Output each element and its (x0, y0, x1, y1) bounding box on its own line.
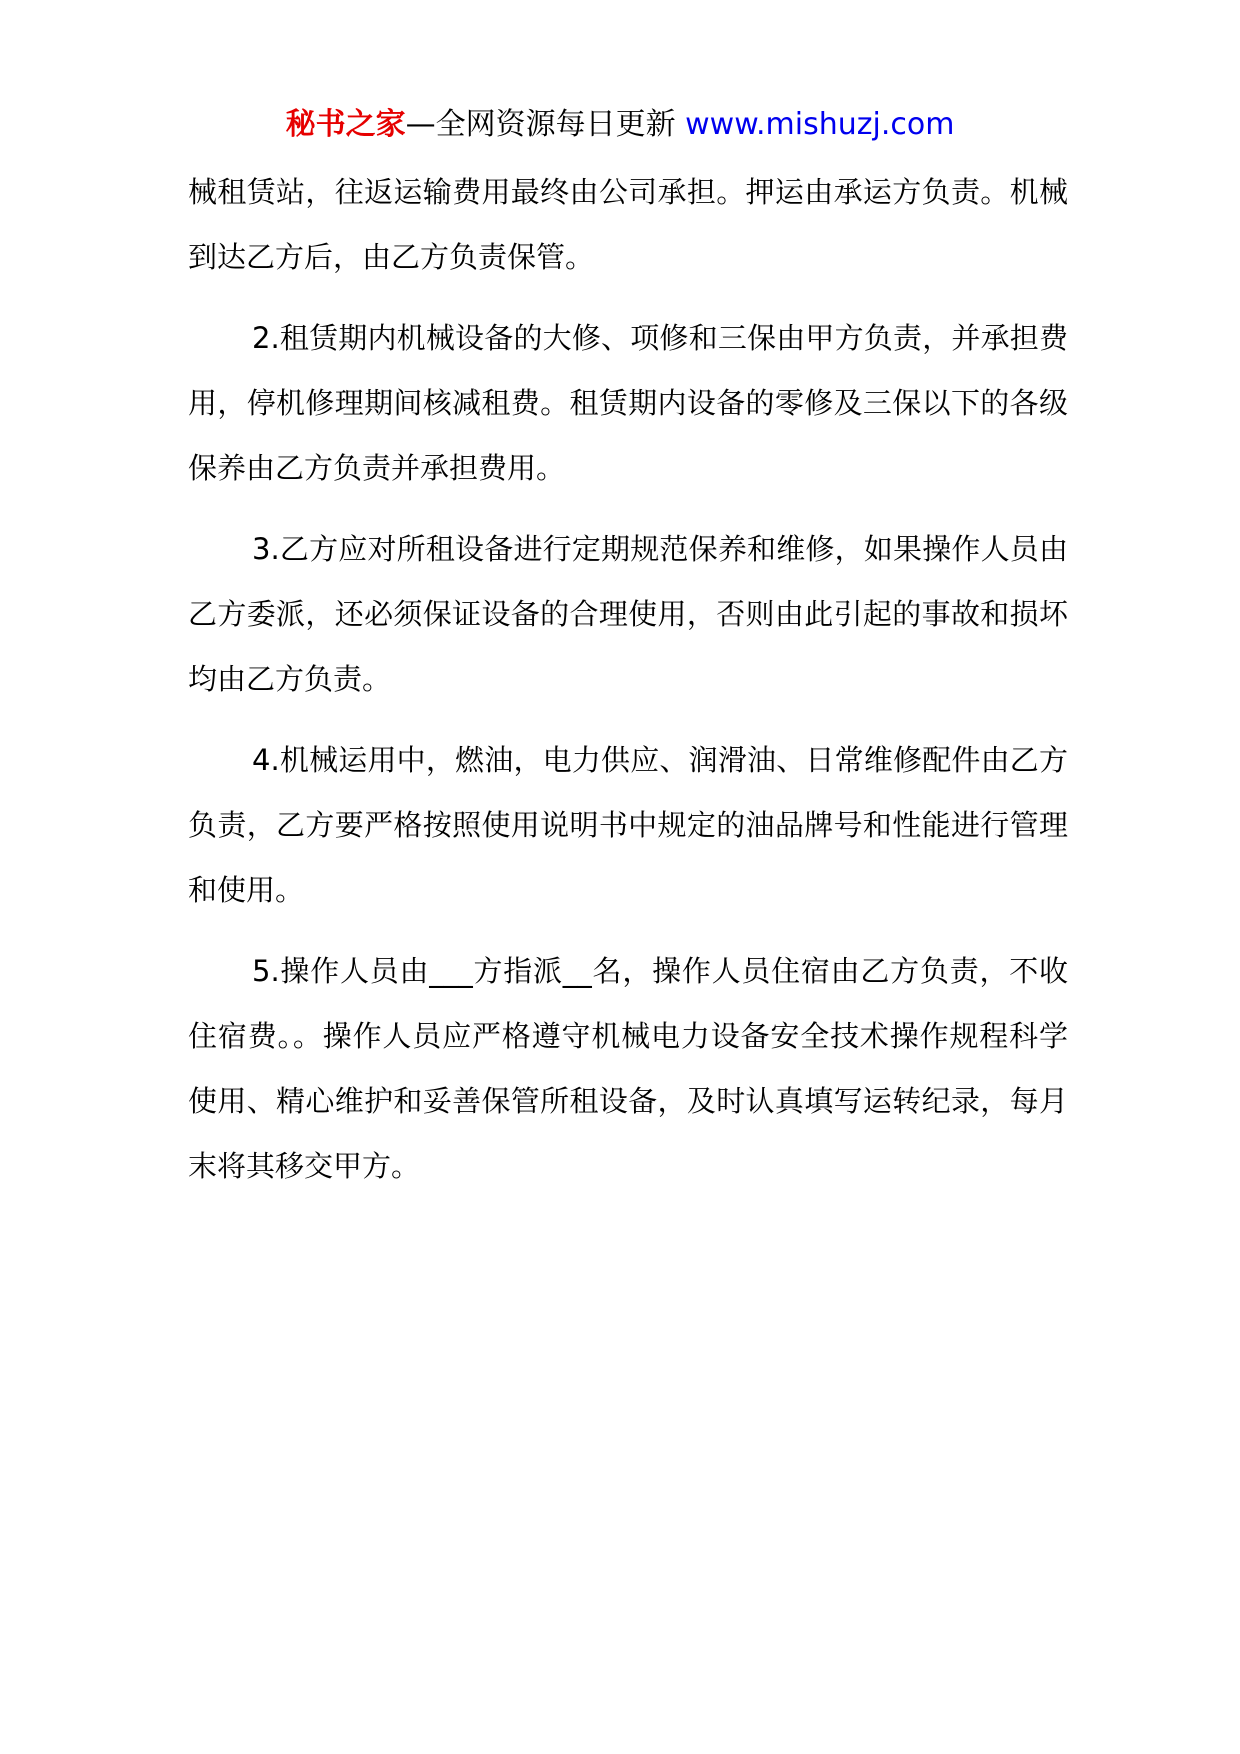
page-header (0, 103, 1240, 147)
paragraph-continuation: 械租赁站，往返运输费用最终由公司承担。押运由承运方负责。机械到达乙方后，由乙方负责保管。 (188, 175, 1068, 274)
paragraph-item-3: 3.乙方应对所租设备进行定期规范保养和维修，如果操作人员由乙方委派，还必须保证设备的合理使用，否则由此引起的事故和损坏均由乙方负责。 (188, 532, 1068, 696)
site-url-link[interactable]: www.mishuzj.com (685, 107, 955, 142)
paragraph-item-2: 2.租赁期内机械设备的大修、项修和三保由甲方负责，并承担费用，停机修理期间核减租费。租赁期内设备的零修及三保以下的各级保养由乙方负责并承担费用。 (188, 321, 1068, 485)
brand-name: 秘书之家 (285, 107, 406, 142)
document-body (188, 160, 1068, 1215)
header-tagline: —全网资源每日更新 (405, 107, 686, 142)
paragraph-item-4: 4.机械运用中，燃油，电力供应、润滑油、日常维修配件由乙方负责，乙方要严格按照使用说明书中规定的油品牌号和性能进行管理和使用。 (188, 743, 1068, 907)
paragraph-item-5: 5.操作人员由___方指派__名，操作人员住宿由乙方负责，不收住宿费。。操作人员应严格遵守机械电力设备安全技术操作规程科学使用、精心维护和妥善保管所租设备，及时认真填写运转纪录，每月末将其移交甲方。 (188, 954, 1068, 1183)
